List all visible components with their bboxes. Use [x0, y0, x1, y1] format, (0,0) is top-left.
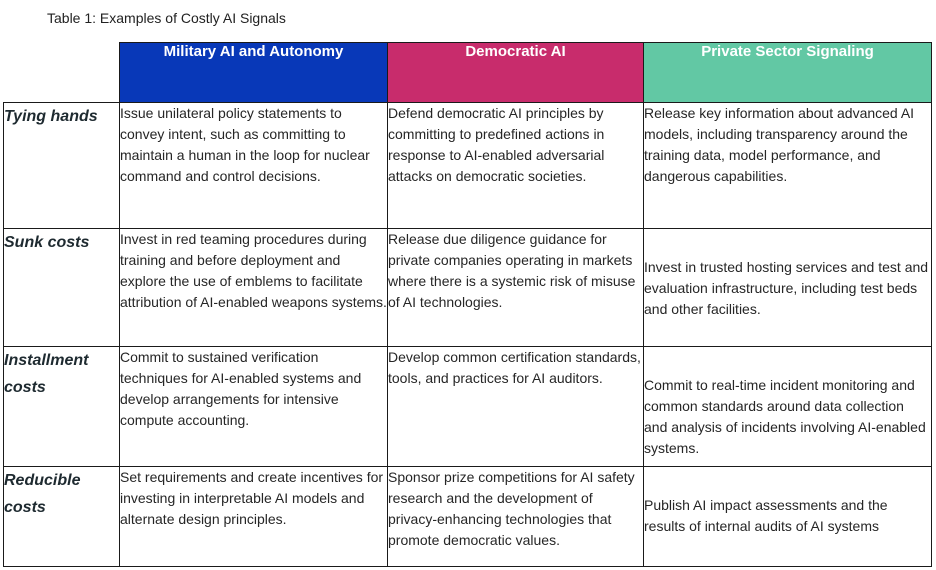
- table-cell: Invest in trusted hosting services and test and evaluation infrastructure, including test beds and other facilities.: [644, 229, 932, 347]
- table-caption: Table 1: Examples of Costly AI Signals: [47, 10, 286, 26]
- table-cell: Invest in red teaming procedures during training and before deployment and explore the use of emblems to facilitate attribution of AI-enabled weapons systems.: [120, 229, 388, 347]
- table-cell: Release due diligence guidance for private companies operating in markets where there is a systemic risk of misuse of AI technologies.: [388, 229, 644, 347]
- table-row: [4, 229, 932, 347]
- table-row: [4, 347, 932, 467]
- row-header-sunk-costs: Sunk costs: [4, 229, 120, 347]
- row-header-reducible-costs: Reducible costs: [4, 467, 120, 567]
- table-row: [4, 467, 932, 567]
- table-cell: Release key information about advanced AI models, including transparency around the training data, model performance, and dangerous capabilities.: [644, 103, 932, 229]
- corner-cell: [4, 43, 120, 103]
- table-header-row: [4, 43, 932, 103]
- table-cell: Develop common certification standards, tools, and practices for AI auditors.: [388, 347, 644, 467]
- table-cell: Set requirements and create incentives for investing in interpretable AI models and alternate design principles.: [120, 467, 388, 567]
- table-row: [4, 103, 932, 229]
- table-cell: Commit to real-time incident monitoring and common standards around data collection and analysis of incidents involving AI-enabled systems.: [644, 347, 932, 467]
- table-cell: Publish AI impact assessments and the results of internal audits of AI systems: [644, 467, 932, 567]
- table-cell: Defend democratic AI principles by committing to predefined actions in response to AI-enabled adversarial attacks on democratic societies.: [388, 103, 644, 229]
- table-cell: Commit to sustained verification techniques for AI-enabled systems and develop arrangements for intensive compute accounting.: [120, 347, 388, 467]
- table-cell: Sponsor prize competitions for AI safety research and the development of privacy-enhancing technologies that promote democratic values.: [388, 467, 644, 567]
- table-cell: Issue unilateral policy statements to convey intent, such as committing to maintain a human in the loop for nuclear command and control decisions.: [120, 103, 388, 229]
- column-header-private-sector: Private Sector Signaling: [644, 43, 932, 103]
- costly-signals-table: [3, 42, 932, 567]
- row-header-installment-costs: Installment costs: [4, 347, 120, 467]
- column-header-military: Military AI and Autonomy: [120, 43, 388, 103]
- column-header-democratic: Democratic AI: [388, 43, 644, 103]
- row-header-tying-hands: Tying hands: [4, 103, 120, 229]
